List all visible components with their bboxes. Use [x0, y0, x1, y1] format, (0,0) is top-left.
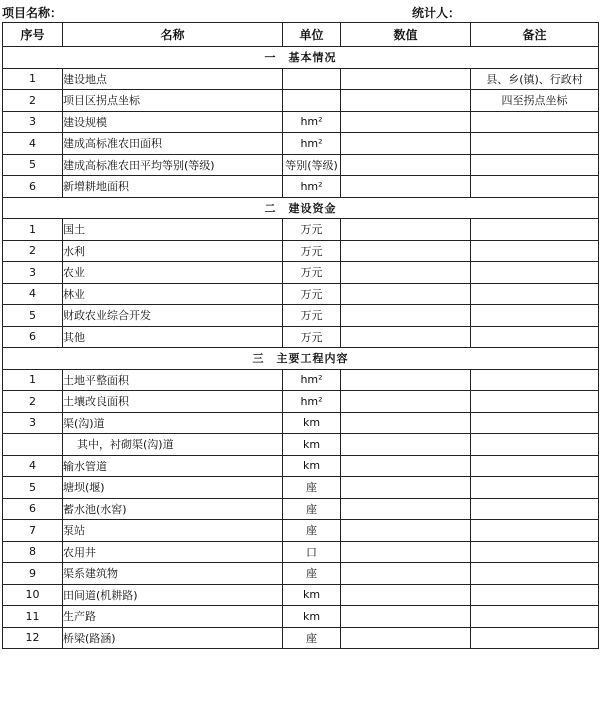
row-index: 5 [3, 477, 63, 499]
row-unit: km [283, 412, 341, 434]
row-name: 土地平整面积 [63, 369, 283, 391]
table-row [3, 68, 599, 90]
row-unit: km [283, 455, 341, 477]
row-index: 1 [3, 68, 63, 90]
row-note [471, 111, 599, 133]
column-header-note: 备注 [471, 23, 599, 47]
row-index: 3 [3, 262, 63, 284]
row-name: 新增耕地面积 [63, 176, 283, 198]
row-unit: hm² [283, 369, 341, 391]
row-value[interactable] [341, 283, 471, 305]
row-value[interactable] [341, 326, 471, 348]
row-index: 2 [3, 240, 63, 262]
row-index: 8 [3, 541, 63, 563]
row-unit: 万元 [283, 219, 341, 241]
row-name: 生产路 [63, 606, 283, 628]
row-note: 县、乡(镇)、行政村 [471, 68, 599, 90]
project-name-label: 项目名称： [2, 6, 63, 20]
row-name: 水利 [63, 240, 283, 262]
row-unit: hm² [283, 176, 341, 198]
row-note [471, 477, 599, 499]
row-name: 蓄水池(水窖) [63, 498, 283, 520]
row-name: 建设地点 [63, 68, 283, 90]
row-index: 2 [3, 391, 63, 413]
row-value[interactable] [341, 520, 471, 542]
row-value[interactable] [341, 498, 471, 520]
row-unit [283, 90, 341, 112]
row-unit: 座 [283, 520, 341, 542]
table-row [3, 412, 599, 434]
row-note [471, 240, 599, 262]
column-header-index: 序号 [3, 23, 63, 47]
row-value[interactable] [341, 154, 471, 176]
row-name: 建成高标准农田面积 [63, 133, 283, 155]
row-value[interactable] [341, 262, 471, 284]
row-index: 6 [3, 176, 63, 198]
row-note [471, 391, 599, 413]
table-row [3, 176, 599, 198]
table-row [3, 133, 599, 155]
table-row [3, 584, 599, 606]
section-row [3, 47, 599, 69]
row-note [471, 412, 599, 434]
row-note [471, 584, 599, 606]
table-row [3, 305, 599, 327]
row-index: 4 [3, 455, 63, 477]
row-index: 7 [3, 520, 63, 542]
row-index: 6 [3, 326, 63, 348]
column-header-unit: 单位 [283, 23, 341, 47]
row-note [471, 498, 599, 520]
row-name: 其他 [63, 326, 283, 348]
row-note [471, 283, 599, 305]
row-note [471, 627, 599, 649]
section-title: 二 建设资金 [3, 197, 599, 219]
row-note [471, 133, 599, 155]
row-unit: 万元 [283, 262, 341, 284]
row-index: 10 [3, 584, 63, 606]
row-value[interactable] [341, 133, 471, 155]
row-unit [283, 68, 341, 90]
section-title: 三 主要工程内容 [3, 348, 599, 370]
row-unit: 座 [283, 477, 341, 499]
row-index: 11 [3, 606, 63, 628]
row-value[interactable] [341, 455, 471, 477]
row-value[interactable] [341, 369, 471, 391]
row-index: 2 [3, 90, 63, 112]
column-header-value: 数值 [341, 23, 471, 47]
table-row [3, 541, 599, 563]
section-row [3, 197, 599, 219]
row-index: 5 [3, 154, 63, 176]
row-name: 国土 [63, 219, 283, 241]
table-row [3, 283, 599, 305]
row-name: 渠(沟)道 [63, 412, 283, 434]
row-value[interactable] [341, 68, 471, 90]
row-value[interactable] [341, 176, 471, 198]
row-value[interactable] [341, 391, 471, 413]
table-row [3, 606, 599, 628]
section-row [3, 348, 599, 370]
row-note [471, 154, 599, 176]
table-row [3, 154, 599, 176]
row-unit: hm² [283, 111, 341, 133]
row-unit: 座 [283, 563, 341, 585]
row-note [471, 326, 599, 348]
row-index [3, 434, 63, 456]
row-value[interactable] [341, 541, 471, 563]
row-name: 建设规模 [63, 111, 283, 133]
row-unit: 等别(等级) [283, 154, 341, 176]
row-note [471, 219, 599, 241]
row-index: 4 [3, 283, 63, 305]
row-name: 泵站 [63, 520, 283, 542]
row-note [471, 606, 599, 628]
row-unit: 座 [283, 498, 341, 520]
row-name: 农用井 [63, 541, 283, 563]
row-name: 其中，衬砌渠(沟)道 [63, 434, 283, 456]
row-index: 9 [3, 563, 63, 585]
row-unit: 万元 [283, 283, 341, 305]
table-row [3, 219, 599, 241]
row-value[interactable] [341, 563, 471, 585]
row-unit: hm² [283, 391, 341, 413]
table-row [3, 627, 599, 649]
row-value[interactable] [341, 606, 471, 628]
row-value[interactable] [341, 111, 471, 133]
row-note [471, 520, 599, 542]
counter-label: 统计人： [412, 6, 461, 20]
table-row [3, 240, 599, 262]
row-unit: km [283, 584, 341, 606]
row-value[interactable] [341, 90, 471, 112]
row-index: 5 [3, 305, 63, 327]
row-index: 3 [3, 111, 63, 133]
row-note [471, 563, 599, 585]
table-row [3, 391, 599, 413]
section-title: 一 基本情况 [3, 47, 599, 69]
row-note [471, 262, 599, 284]
header-row [3, 23, 599, 47]
row-unit: km [283, 434, 341, 456]
row-unit: 口 [283, 541, 341, 563]
row-unit: km [283, 606, 341, 628]
row-note [471, 455, 599, 477]
row-note: 四至拐点坐标 [471, 90, 599, 112]
row-note [471, 434, 599, 456]
row-unit: 座 [283, 627, 341, 649]
row-index: 12 [3, 627, 63, 649]
row-index: 4 [3, 133, 63, 155]
table-row [3, 520, 599, 542]
row-note [471, 176, 599, 198]
row-note [471, 541, 599, 563]
row-name: 林业 [63, 283, 283, 305]
row-value[interactable] [341, 477, 471, 499]
row-name: 建成高标准农田平均等别(等级) [63, 154, 283, 176]
row-name: 塘坝(堰) [63, 477, 283, 499]
row-unit: 万元 [283, 305, 341, 327]
row-value[interactable] [341, 305, 471, 327]
row-name: 田间道(机耕路) [63, 584, 283, 606]
table-row [3, 434, 599, 456]
table-row [3, 326, 599, 348]
row-note [471, 305, 599, 327]
table-row [3, 563, 599, 585]
row-value[interactable] [341, 434, 471, 456]
table-row [3, 498, 599, 520]
row-name: 桥梁(路涵) [63, 627, 283, 649]
row-index: 6 [3, 498, 63, 520]
form-header [0, 0, 600, 22]
row-unit: 万元 [283, 240, 341, 262]
row-name: 农业 [63, 262, 283, 284]
row-value[interactable] [341, 412, 471, 434]
row-name: 渠系建筑物 [63, 563, 283, 585]
table-row [3, 455, 599, 477]
row-note [471, 369, 599, 391]
row-name: 输水管道 [63, 455, 283, 477]
row-unit: 万元 [283, 326, 341, 348]
row-index: 3 [3, 412, 63, 434]
table-body [3, 47, 599, 649]
row-value[interactable] [341, 627, 471, 649]
row-index: 1 [3, 219, 63, 241]
row-value[interactable] [341, 219, 471, 241]
row-name: 项目区拐点坐标 [63, 90, 283, 112]
row-index: 1 [3, 369, 63, 391]
table-row [3, 111, 599, 133]
row-value[interactable] [341, 584, 471, 606]
table-row [3, 262, 599, 284]
row-name: 财政农业综合开发 [63, 305, 283, 327]
row-name: 土壤改良面积 [63, 391, 283, 413]
column-header-name: 名称 [63, 23, 283, 47]
table-row [3, 369, 599, 391]
row-unit: hm² [283, 133, 341, 155]
statistics-table [2, 22, 599, 649]
table-row [3, 90, 599, 112]
row-value[interactable] [341, 240, 471, 262]
table-row [3, 477, 599, 499]
